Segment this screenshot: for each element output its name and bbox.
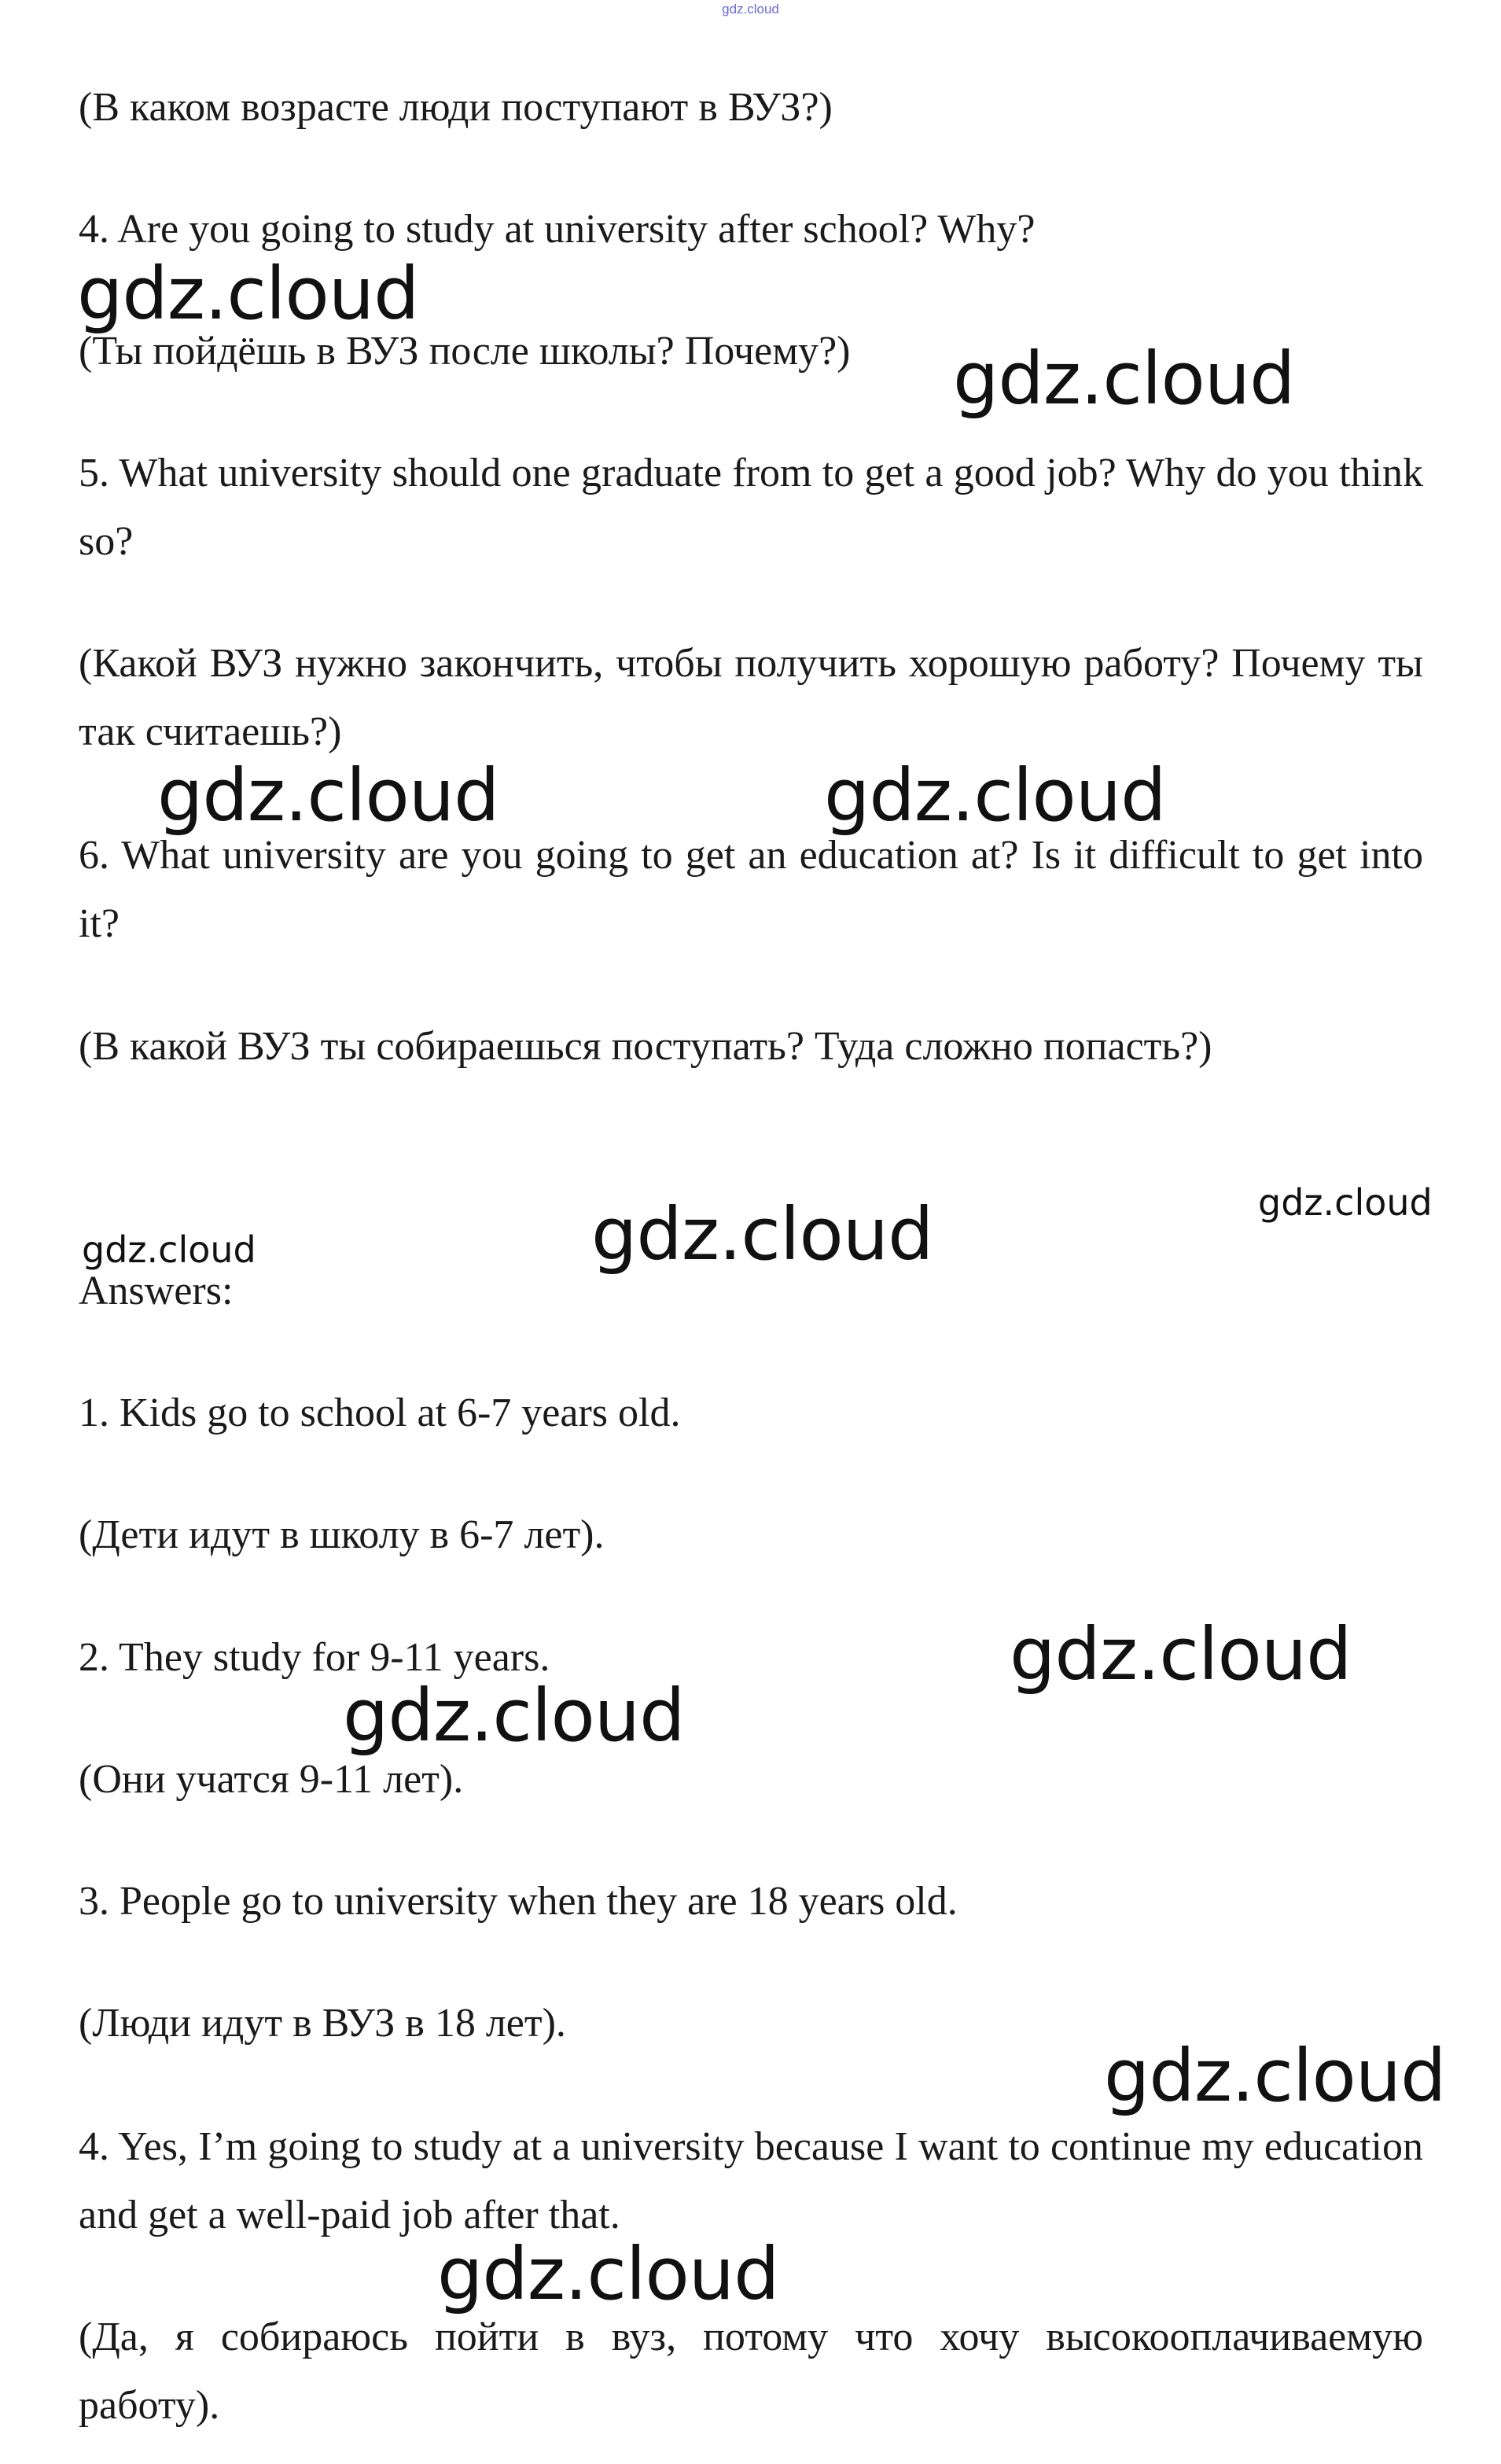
answer-4-translation: (Да, я собираюсь пойти в вуз, потому что хочу высокооплачиваемую работу). <box>79 2315 1423 2428</box>
answers-heading: Answers: <box>79 1269 234 1313</box>
watermark: gdz.cloud <box>157 753 499 838</box>
site-mark: gdz.cloud <box>722 2 779 17</box>
watermark: gdz.cloud <box>824 753 1166 838</box>
question-4: 4. Are you going to study at university after school? Why? <box>79 207 1036 252</box>
watermark: gdz.cloud <box>591 1192 933 1276</box>
question-3-translation: (В каком возрасте люди поступают в ВУЗ?) <box>79 85 833 130</box>
watermark: gdz.cloud <box>437 2232 779 2316</box>
answer-4: 4. Yes, I’m going to study at a university because I want to continue my education and get a well-paid job after that. <box>79 2124 1423 2237</box>
answer-1-translation: (Дети идут в школу в 6-7 лет). <box>79 1512 605 1557</box>
answer-2: 2. They study for 9-11 years. <box>79 1635 550 1680</box>
question-4-translation: (Ты пойдёшь в ВУЗ после школы? Почему?) <box>79 329 851 374</box>
watermark: gdz.cloud <box>77 252 419 336</box>
watermark: gdz.cloud <box>1258 1181 1433 1224</box>
watermark: gdz.cloud <box>82 1228 256 1271</box>
question-6-translation: (В какой ВУЗ ты собираешься поступать? Туда сложно попасть?) <box>79 1024 1212 1069</box>
watermark: gdz.cloud <box>1010 1612 1352 1696</box>
answer-2-translation: (Они учатся 9-11 лет). <box>79 1757 464 1802</box>
watermark: gdz.cloud <box>1104 2034 1446 2118</box>
question-5: 5. What university should one graduate from to get a good job? Why do you think so? <box>79 451 1423 564</box>
question-6: 6. What university are you going to get an education at? Is it difficult to get into it? <box>79 833 1423 946</box>
question-5-translation: (Какой ВУЗ нужно закончить, чтобы получить хорошую работу? Почему ты так считаешь?) <box>79 641 1423 754</box>
answer-1: 1. Kids go to school at 6-7 years old. <box>79 1390 681 1435</box>
watermark: gdz.cloud <box>953 337 1295 421</box>
answer-3-translation: (Люди идут в ВУЗ в 18 лет). <box>79 2001 566 2046</box>
answer-3: 3. People go to university when they are 18 years old. <box>79 1879 958 1924</box>
watermark: gdz.cloud <box>343 1674 685 1758</box>
